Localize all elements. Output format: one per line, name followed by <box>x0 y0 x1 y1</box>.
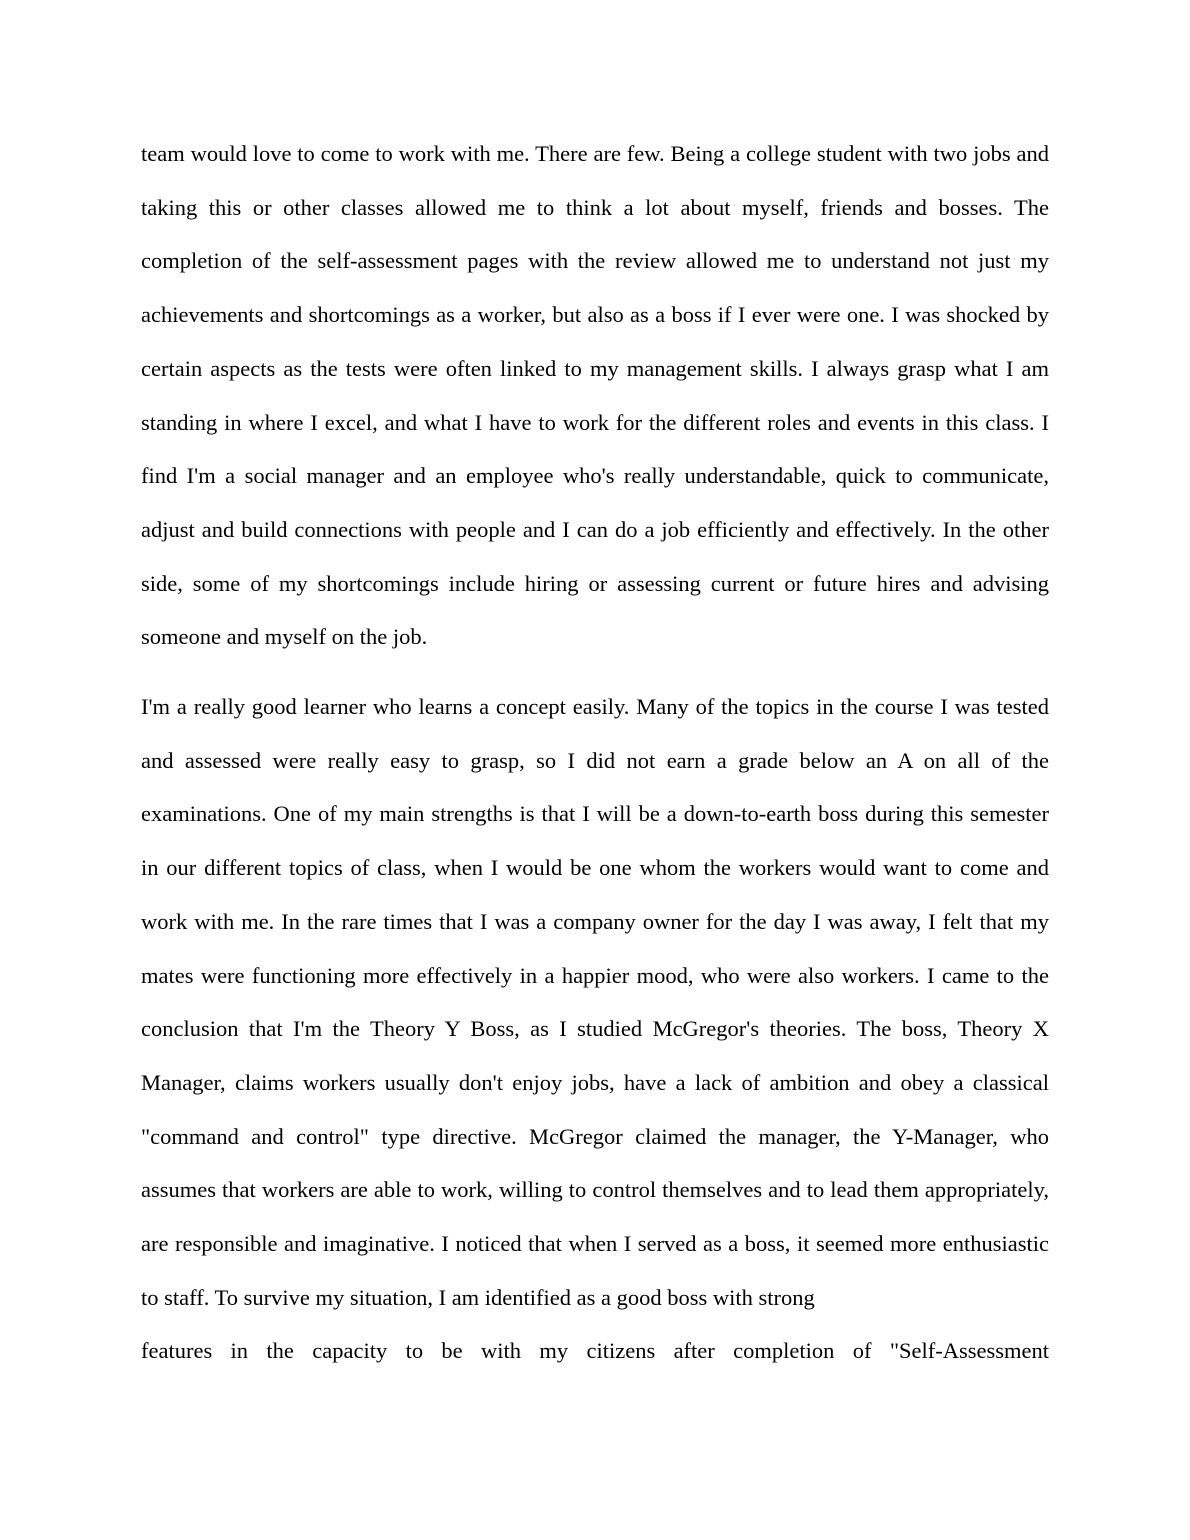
paragraph-2: I'm a really good learner who learns a concept easily. Many of the topics in the course I was tested and assessed were really easy to grasp, so I did not earn a grade below an A on all of the examinations. One of my main strengths is that I will be a down-to-earth boss during this semester in our different topics of class, when I would be one whom the workers would want to come and work with me. In the rare times that I was a company owner for the day I was away, I felt that my mates were functioning more effectively in a happier mood, who were also workers. I came to the conclusion that I'm the Theory Y Boss, as I studied McGregor's theories. The boss, Theory X Manager, claims workers usually don't enjoy jobs, have a lack of ambition and obey a classical "command and control" type directive. McGregor claimed the manager, the Y-Manager, who assumes that workers are able to work, willing to control themselves and to lead them appropriately, are responsible and imaginative. I noticed that when I served as a boss, it seemed more enthusiastic to staff. To survive my situation, I am identified as a good boss with strong <box>141 694 1049 1310</box>
paragraph-2-final-line: features in the capacity to be with my citizens after completion of "Self-Assessment <box>141 1338 1049 1363</box>
paragraph-1: team would love to come to work with me. There are few. Being a college student with two jobs and taking this or other classes allowed me to think a lot about myself, friends and bosses. The completion of the self-assessment pages with the review allowed me to understand not just my achievements and shortcomings as a worker, but also as a boss if I ever were one. I was shocked by certain aspects as the tests were often linked to my management skills. I always grasp what I am standing in where I excel, and what I have to work for the different roles and events in this class. I find I'm a social manager and an employee who's really understandable, quick to communicate, adjust and build connections with people and I can do a job efficiently and effectively. In the other side, some of my shortcomings include hiring or assessing current or future hires and advising someone and myself on the job. <box>141 141 1049 650</box>
